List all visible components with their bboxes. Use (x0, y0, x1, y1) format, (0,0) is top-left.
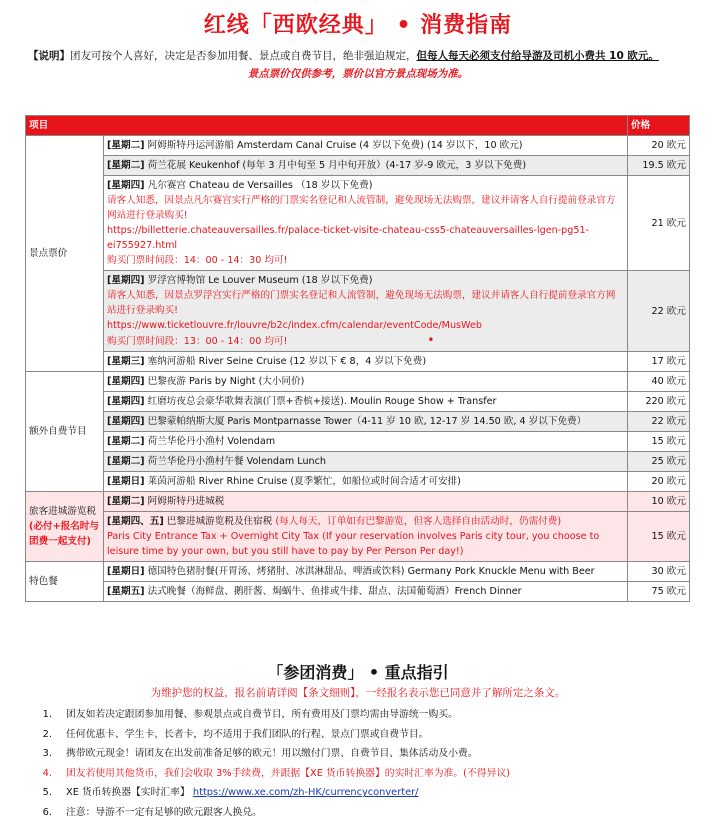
table-row (26, 176, 690, 271)
row-price: 15 欧元 (628, 432, 690, 452)
row-desc: [星期日] 德国特色猪肘餐(开胃汤、烤猪肘、冰淇淋甜品、啤酒或饮料) Germany Pork Knuckle Menu with Beer (104, 562, 628, 582)
guide-title: 「参团消费」 • 重点指引 (267, 663, 449, 682)
list-item: 4. 团友若使用其他货币，我们会收取 3%手续费，并跟据【XE 货币转换器】的实时汇率为准。(不得异议) (42, 767, 510, 779)
price-disclaimer: 景点票价仅供参考，票价以官方景点现场为准。 (247, 68, 469, 80)
row-price: 10 欧元 (628, 492, 690, 512)
header-price: 价格 (628, 116, 690, 136)
row-desc: [星期四] 巴黎夜游 Paris by Night (大小同价) (104, 372, 628, 392)
tax-mandatory-note: (必付+报名时与团费一起支付) (29, 521, 99, 547)
row-desc: [星期日] 莱茵河游船 River Rhine Cruise (夏季繁忙，如船位或时间合适才可安排) (104, 472, 628, 492)
note-tip-requirement: 但每人每天必须支付给导游及司机小费共 10 欧元。 (416, 50, 659, 62)
category-optional: 额外自费节目 (26, 372, 104, 492)
table-row (26, 156, 690, 176)
louvre-time: 购买门票时间段：13：00 - 14：00 均可! (107, 336, 288, 347)
row-price: 75 欧元 (628, 582, 690, 602)
table-row (26, 271, 690, 352)
row-desc: [星期五] 法式晚餐（海鲜盘、鹅肝酱、焗蜗牛、鱼排或牛排、甜点、法国葡萄酒）French Dinner (104, 582, 628, 602)
category-city-tax: 旅客进城游览税 (必付+报名时与团费一起支付) (26, 492, 104, 562)
row-desc: [星期二] 阿姆斯特丹进城税 (104, 492, 628, 512)
table-row (26, 412, 690, 432)
list-item: 5. XE 货币转换器【实时汇率】 https://www.xe.com/zh-HK/currencyconverter/ (42, 787, 419, 799)
list-item: 6. 注意：导游不一定有足够的欧元跟客人换兑。 (42, 806, 262, 818)
louvre-link[interactable]: https://www.ticketlouvre.fr/louvre/b2c/index.cfm/calendar/eventCode/MusWeb (107, 320, 482, 331)
table-row (26, 492, 690, 512)
expense-table (25, 115, 690, 602)
row-price: 15 欧元 (628, 512, 690, 562)
list-item: 2. 任何优惠卡、学生卡、长者卡，均不适用于我们团队的行程、景点门票或自费节目。 (42, 728, 429, 740)
row-desc: [星期二] 荷兰华伦丹小渔村 Volendam (104, 432, 628, 452)
table-row (26, 512, 690, 562)
row-price: 21 欧元 (628, 176, 690, 271)
note-text: 团友可按个人喜好，决定是否参加用餐、景点或自费节目，绝非强迫规定， (70, 50, 417, 62)
row-desc: [星期二] 荷兰花展 Keukenhof (每年 3 月中旬至 5 月中旬开放）(4-17 岁-9 欧元，3 岁以下免费) (104, 156, 628, 176)
guide-note: 为维护您的权益，报名前请详阅【条文细则】，一经报名表示您已同意并了解所定之条文。 (150, 687, 566, 699)
versailles-link[interactable]: https://billetterie.chateauversailles.fr/palace-ticket-visite-chateau-css5-chateauversailles-lgen-pg51-ei755927.html (107, 225, 590, 251)
row-price: 19.5 欧元 (628, 156, 690, 176)
category-food: 特色餐 (26, 562, 104, 602)
table-row (26, 562, 690, 582)
row-desc: [星期二] 荷兰华伦丹小渔村午餐 Volendam Lunch (104, 452, 628, 472)
row-price: 22 欧元 (628, 271, 690, 352)
table-row (26, 582, 690, 602)
row-price: 17 欧元 (628, 352, 690, 372)
table-row (26, 472, 690, 492)
note-label: 【说明】 (28, 50, 70, 62)
page-title: 红线「西欧经典」 • 消费指南 (203, 13, 513, 38)
row-price: 20 欧元 (628, 472, 690, 492)
table-row (26, 452, 690, 472)
row-desc: [星期四] 凡尔赛宫 Chateau de Versailles （18 岁以下免费) 请客人知悉，因景点凡尔赛宫实行严格的门票实名登记和人流管制，避免现场无法购票，建议并请客人自行提前登录官方网站进行登录购买! https://billetterie.chateauversailles.fr/palace-ticket-visite-chateau-css5-chateauversailles-lgen-pg51-ei755927.html 购买门票时间段：14：00 - 14：30 均可! (104, 176, 628, 271)
paris-tax-english: Paris City Entrance Tax + Overnight City Tax (If your reservation involves Paris city tour, you choose to leisure time by your own, but you still have to pay by Per Person Per day!) (107, 531, 600, 557)
table-row (26, 352, 690, 372)
row-price: 30 欧元 (628, 562, 690, 582)
table-header (26, 116, 690, 136)
header-item: 项目 (26, 116, 628, 136)
louvre-notice: 请客人知悉，因景点罗浮宫实行严格的门票实名登记和人流管制，避免现场无法购票，建议并请客人自行提前登录官方网站进行登录购买! (107, 290, 616, 316)
row-desc: [星期四、五] 巴黎进城游览税及住宿税 (每人每天，订单如有巴黎游览，但客人选择自由活动时，仍需付费) Paris City Entrance Tax + Overnight City Tax (If your reservation involves Paris city tour, you choose to leisure time by your own, but you still have to pay by Per Person Per day!) (104, 512, 628, 562)
row-price: 220 欧元 (628, 392, 690, 412)
row-price: 40 欧元 (628, 372, 690, 392)
list-item: 1. 团友如若决定跟团参加用餐、参观景点或自费节目，所有费用及门票均需由导游统一购买。 (42, 709, 458, 720)
row-desc: [星期四] 罗浮宫博物馆 Le Louver Museum (18 岁以下免费) 请客人知悉，因景点罗浮宫实行严格的门票实名登记和人流管制，避免现场无法购票，建议并请客人自行提前登录官方网站进行登录购买! https://www.ticketlouvre.fr/louvre/b2c/index.cfm/calendar/eventCode/MusWeb 购买门票时间段：13：00 - 14：00 均可! • (104, 271, 628, 352)
category-sights: 景点票价 (26, 136, 104, 372)
row-price: 20 欧元 (628, 136, 690, 156)
versailles-notice: 请客人知悉，因景点凡尔赛宫实行严格的门票实名登记和人流管制，避免现场无法购票，建议并请客人自行提前登录官方网站进行登录购买! (107, 195, 616, 221)
bullet-dot-icon: • (427, 333, 435, 347)
guide-list (28, 705, 688, 823)
row-price: 25 欧元 (628, 452, 690, 472)
row-price: 22 欧元 (628, 412, 690, 432)
list-item: 3. 携带欧元现金！请团友在出发前准备足够的欧元！用以缴付门票、自费节目、集体活动及小费。 (42, 748, 478, 760)
table-row (26, 136, 690, 156)
intro-note (28, 48, 693, 64)
table-row (26, 392, 690, 412)
versailles-time: 购买门票时间段：14：00 - 14：30 均可! (107, 255, 288, 266)
xe-converter-link[interactable]: https://www.xe.com/zh-HK/currencyconverter/ (192, 787, 419, 799)
row-desc: [星期二] 阿姆斯特丹运河游船 Amsterdam Canal Cruise (4 岁以下免费) (14 岁以下，10 欧元) (104, 136, 628, 156)
row-desc: [星期四] 红磨坊夜总会豪华歌舞表演(门票+香槟+接送). Moulin Rouge Show + Transfer (104, 392, 628, 412)
table-row (26, 432, 690, 452)
row-desc: [星期四] 巴黎蒙帕纳斯大厦 Paris Montparnasse Tower（4-11 岁 10 欧, 12-17 岁 14.50 欧, 4 岁以下免费） (104, 412, 628, 432)
row-desc: [星期三] 塞纳河游船 River Seine Cruise (12 岁以下 € 8，4 岁以下免费) (104, 352, 628, 372)
table-row (26, 372, 690, 392)
